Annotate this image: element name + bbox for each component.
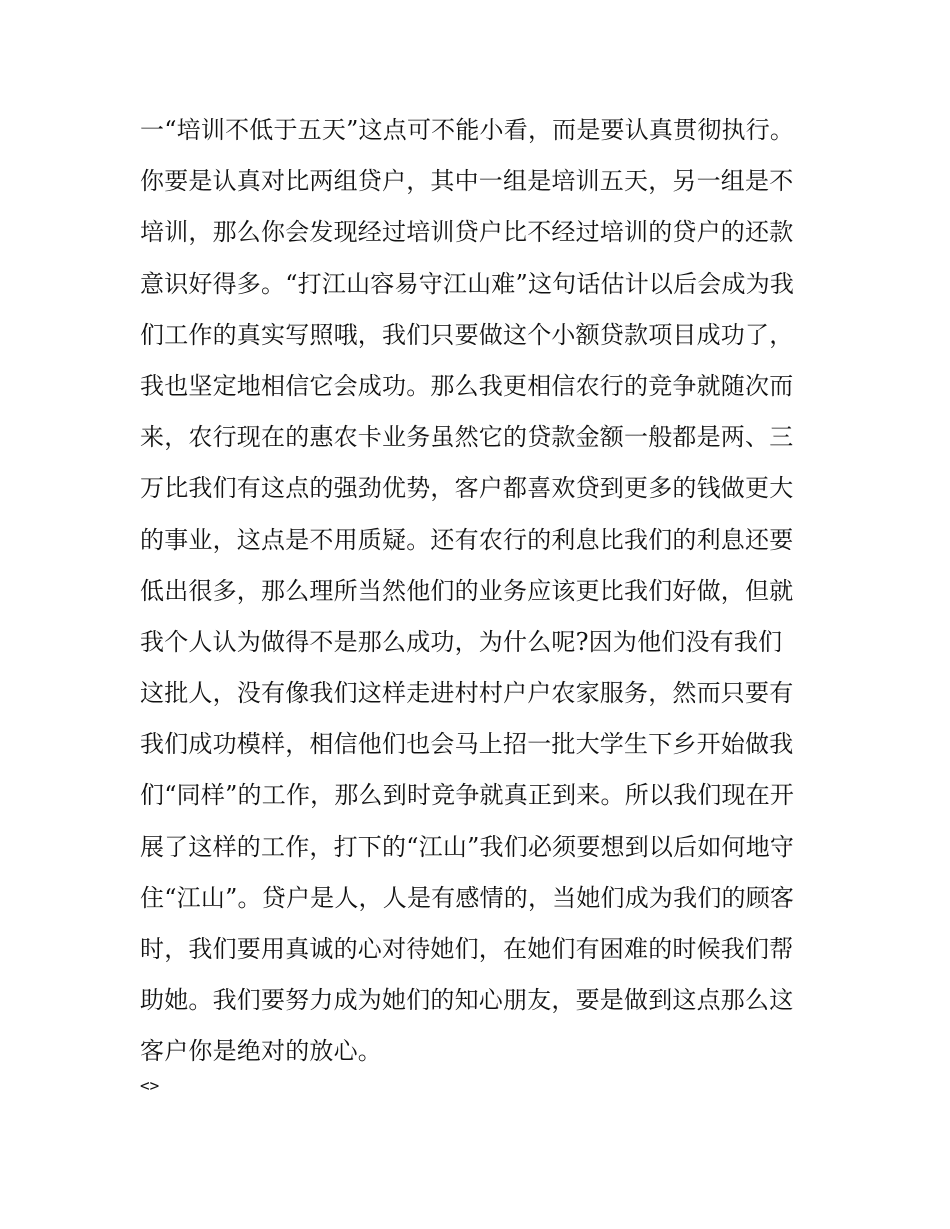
text-line: 你要是认真对比两组贷户，其中一组是培训五天，另一组是不: [140, 167, 794, 196]
text-line: 们“同样”的工作，那么到时竞争就真正到来。所以我们现在开: [140, 781, 795, 810]
text-line: 低出很多，那么理所当然他们的业务应该更比我们好做，但就: [140, 576, 794, 605]
text-line: 来，农行现在的惠农卡业务虽然它的贷款金额一般都是两、三: [140, 423, 794, 452]
text-line: 我也坚定地相信它会成功。那么我更相信农行的竞争就随次而: [140, 371, 794, 400]
text-line: 我个人认为做得不是那么成功，为什么呢?因为他们没有我们: [140, 627, 783, 656]
text-line: 一“培训不低于五天”这点可不能小看，而是要认真贯彻执行。: [140, 116, 795, 144]
text-line: 这批人，没有像我们这样走进村村户户农家服务，然而只要有: [140, 679, 794, 708]
text-line: 们工作的真实写照哦，我们只要做这个小额贷款项目成功了，: [140, 320, 794, 349]
end-mark: <>: [140, 1076, 160, 1095]
text-line: 的事业，这点是不用质疑。还有农行的利息比我们的利息还要: [140, 525, 794, 554]
text-line: 助她。我们要努力成为她们的知心朋友，要是做到这点那么这: [140, 986, 794, 1015]
body-text: [140, 105, 820, 1078]
text-line: 住“江山”。贷户是人，人是有感情的，当她们成为我们的顾客: [140, 883, 795, 912]
text-line: 我们成功模样，相信他们也会马上招一批大学生下乡开始做我: [140, 730, 794, 759]
text-line: 展了这样的工作，打下的“江山”我们必须要想到以后如何地守: [140, 832, 795, 861]
text-line: 培训，那么你会发现经过培训贷户比不经过培训的贷户的还款: [140, 218, 794, 247]
text-line: 时，我们要用真诚的心对待她们，在她们有困难的时候我们帮: [140, 935, 794, 963]
text-line: 万比我们有这点的强劲优势，客户都喜欢贷到更多的钱做更大: [140, 474, 794, 503]
text-line: 意识好得多。“打江山容易守江山难”这句话估计以后会成为我: [140, 269, 795, 298]
text-line: 客户你是绝对的放心。: [140, 1037, 382, 1066]
